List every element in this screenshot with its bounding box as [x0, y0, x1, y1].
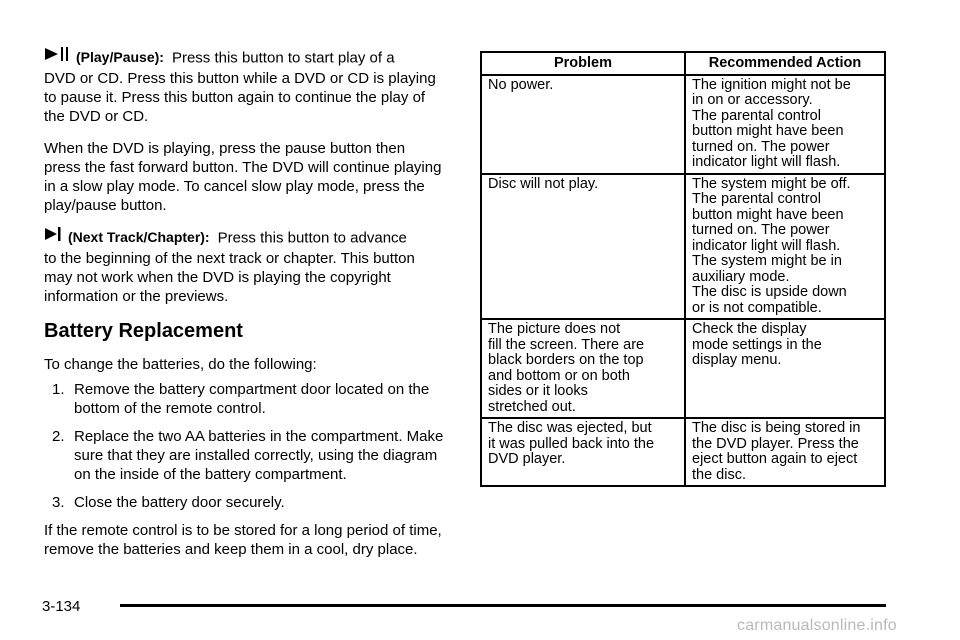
list-item: 3. Close the battery door securely.: [52, 494, 285, 511]
cell-line: The picture does not: [488, 321, 621, 337]
cell-line: or is not compatible.: [692, 299, 822, 316]
cell-line: No power.: [488, 76, 554, 93]
dvd-slow-play-paragraph: When the DVD is playing, press the pause button then press the fast forward button. The DVD will continue playing in a slow play mode. To cancel slow play mode, press the play/pause button.: [44, 140, 442, 214]
cell-line: The parental control: [692, 107, 821, 124]
list-item: 2. Replace the two AA batteries in the compartment. Make sure that they are installed correctly, using the diagram on the inside of the battery compartment.: [52, 428, 444, 483]
watermark: carmanualsonline.info: [737, 617, 897, 634]
cell-line: button might have been: [692, 206, 844, 223]
table-row: [481, 174, 885, 320]
cell-line: The system might be in: [692, 253, 842, 269]
cell-line: turned on. The power: [692, 222, 830, 238]
cell-line: fill the screen. There are: [488, 336, 645, 353]
cell-line: and bottom or on both: [488, 367, 630, 384]
problem-cell: [481, 75, 685, 174]
next-track-label: (Next Track/Chapter):: [68, 229, 210, 246]
column-header-action: Recommended Action: [685, 52, 885, 75]
battery-steps: [44, 380, 444, 512]
table-header-row: [481, 52, 885, 75]
next-track-icon: [44, 226, 62, 247]
next-track-paragraph: [44, 228, 444, 306]
cell-line: stretched out.: [488, 398, 576, 415]
cell-line: auxiliary mode.: [692, 268, 790, 285]
cell-line: The disc was ejected, but: [488, 420, 652, 436]
battery-intro: To change the batteries, do the following:: [44, 356, 317, 373]
footer-rule: [120, 604, 886, 607]
cell-line: black borders on the top: [488, 352, 644, 368]
cell-line: in on or accessory.: [692, 92, 813, 108]
cell-line: it was pulled back into the: [488, 435, 655, 452]
cell-line: The disc is upside down: [692, 284, 847, 300]
troubleshooting-table: [480, 51, 886, 487]
cell-line: mode settings in the: [692, 336, 822, 353]
cell-line: The system might be off.: [692, 175, 851, 192]
problem-cell: [481, 418, 685, 486]
list-item: 1. Remove the battery compartment door located on the bottom of the remote control.: [52, 381, 430, 417]
next-track-line1: Press this button to advance: [217, 229, 407, 247]
table-row: [481, 418, 885, 486]
cell-line: display menu.: [692, 352, 782, 368]
play-pause-body: DVD or CD. Press this button while a DVD or CD is playing to pause it. Press this button again to continue the play of the DVD or CD.: [44, 70, 436, 125]
page-number: 3-134: [42, 598, 81, 615]
action-cell: [685, 174, 885, 320]
column-header-problem: Problem: [481, 52, 685, 75]
action-cell: [685, 319, 885, 418]
cell-line: the DVD player. Press the: [692, 435, 859, 452]
cell-line: DVD player.: [488, 451, 566, 467]
cell-line: the disc.: [692, 466, 746, 483]
table-row: [481, 319, 885, 418]
play-pause-line1: Press this button to start play of a: [171, 49, 395, 67]
play-pause-paragraph: [44, 48, 444, 126]
play-pause-label: (Play/Pause):: [76, 49, 164, 66]
left-column: [44, 48, 444, 559]
cell-line: indicator light will flash.: [692, 237, 841, 254]
play-pause-icon: [44, 46, 70, 67]
cell-line: sides or it looks: [488, 383, 588, 399]
problem-cell: [481, 319, 685, 418]
battery-heading: Battery Replacement: [44, 320, 243, 342]
cell-line: The disc is being stored in: [692, 420, 861, 436]
action-cell: [685, 75, 885, 174]
storage-note: If the remote control is to be stored for a long period of time, remove the batteries and keep them in a cool, dry place.: [44, 522, 442, 558]
cell-line: The parental control: [692, 191, 821, 207]
cell-line: Check the display: [692, 321, 807, 337]
cell-line: eject button again to eject: [692, 451, 858, 467]
problem-cell: [481, 174, 685, 320]
table-row: [481, 75, 885, 174]
action-cell: [685, 418, 885, 486]
cell-line: indicator light will flash.: [692, 154, 841, 170]
cell-line: Disc will not play.: [488, 175, 599, 192]
cell-line: button might have been: [692, 123, 844, 139]
next-track-body: to the beginning of the next track or chapter. This button may not work when the DVD is playing the copyright information or the previews.: [44, 250, 415, 305]
cell-line: turned on. The power: [692, 138, 830, 155]
cell-line: The ignition might not be: [692, 76, 851, 93]
